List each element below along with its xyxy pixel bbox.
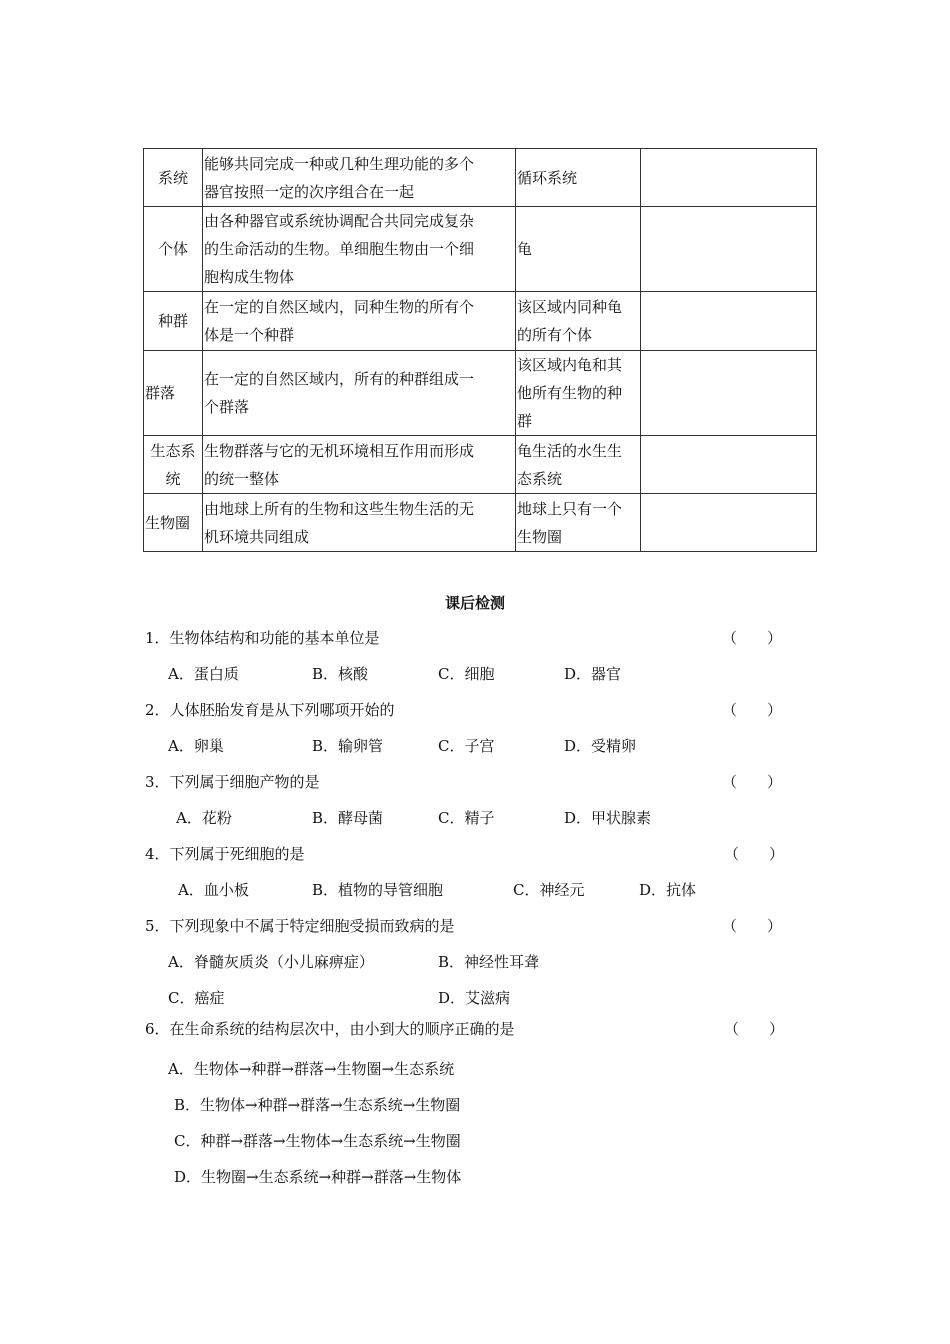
- question-2-option-a: A．卵巢: [168, 737, 224, 755]
- levels-table: [143, 148, 817, 552]
- question-6-stem: 6．在生命系统的结构层次中，由小到大的顺序正确的是: [145, 1020, 515, 1038]
- question-4-answer-blank: （ ）: [724, 845, 785, 863]
- level-cell: 种群: [144, 292, 203, 351]
- definition-cell: 在一定的自然区域内，同种生物的所有个 体是一个种群: [203, 292, 516, 351]
- question-5-answer-blank: （ ）: [722, 917, 783, 935]
- question-3-stem: 3．下列属于细胞产物的是: [145, 773, 320, 791]
- question-5-stem: 5．下列现象中不属于特定细胞受损而致病的是: [145, 917, 455, 935]
- example-cell: 地球上只有一个 生物圈: [516, 494, 641, 552]
- example-cell: 龟生活的水生生 态系统: [516, 436, 641, 494]
- example-cell: 该区域内龟和其 他所有生物的种 群: [516, 351, 641, 436]
- blank-cell: [641, 494, 817, 552]
- definition-cell: 由各种器官或系统协调配合共同完成复杂 的生命活动的生物。单细胞生物由一个细 胞构成生物体: [203, 207, 516, 292]
- question-1-option-a: A．蛋白质: [168, 665, 239, 683]
- question-3-option-b: B．酵母菌: [312, 809, 384, 827]
- definition-cell: 生物群落与它的无机环境相互作用而形成 的统一整体: [203, 436, 516, 494]
- level-cell: 群落: [144, 351, 203, 436]
- question-4-option-d: D．抗体: [639, 881, 697, 899]
- section-title: 课后检测: [444, 594, 505, 612]
- question-2-option-d: D．受精卵: [564, 737, 637, 755]
- question-4-option-b: B．植物的导管细胞: [312, 881, 444, 899]
- example-cell: 循环系统: [516, 149, 641, 207]
- question-2-stem: 2．人体胚胎发育是从下列哪项开始的: [145, 701, 395, 719]
- definition-cell: 由地球上所有的生物和这些生物生活的无 机环境共同组成: [203, 494, 516, 552]
- definition-cell: 能够共同完成一种或几种生理功能的多个 器官按照一定的次序组合在一起: [203, 149, 516, 207]
- question-1-option-d: D．器官: [564, 665, 622, 683]
- level-cell: 生物圈: [144, 494, 203, 552]
- question-4-option-a: A．血小板: [178, 881, 249, 899]
- question-6-option-c: C．种群→群落→生物体→生态系统→生物圈: [174, 1132, 461, 1150]
- question-4-stem: 4．下列属于死细胞的是: [145, 845, 305, 863]
- blank-cell: [641, 149, 817, 207]
- level-cell: 生态系统: [144, 436, 203, 494]
- question-6-option-b: B．生物体→种群→群落→生态系统→生物圈: [174, 1096, 461, 1114]
- question-5-option-c: C．癌症: [168, 989, 225, 1007]
- question-1-answer-blank: （ ）: [722, 629, 783, 647]
- table-row: [144, 351, 817, 436]
- example-cell: 该区域内同种龟 的所有个体: [516, 292, 641, 351]
- example-cell: 龟: [516, 207, 641, 292]
- blank-cell: [641, 207, 817, 292]
- table-row: [144, 494, 817, 552]
- question-3-option-a: A．花粉: [176, 809, 232, 827]
- table-row: [144, 207, 817, 292]
- question-3-option-c: C．精子: [438, 809, 495, 827]
- question-5-option-b: B．神经性耳聋: [438, 953, 540, 971]
- question-3-option-d: D．甲状腺素: [564, 809, 652, 827]
- table-row: [144, 149, 817, 207]
- table-row: [144, 292, 817, 351]
- question-1-option-b: B．核酸: [312, 665, 369, 683]
- blank-cell: [641, 351, 817, 436]
- question-2-option-b: B．输卵管: [312, 737, 384, 755]
- question-1-stem: 1．生物体结构和功能的基本单位是: [145, 629, 380, 647]
- question-6-option-d: D．生物圈→生态系统→种群→群落→生物体: [174, 1168, 462, 1186]
- level-cell: 系统: [144, 149, 203, 207]
- blank-cell: [641, 436, 817, 494]
- table-row: [144, 436, 817, 494]
- question-3-answer-blank: （ ）: [722, 773, 783, 791]
- question-6-answer-blank: （ ）: [724, 1020, 785, 1038]
- question-2-option-c: C．子宫: [438, 737, 495, 755]
- level-cell: 个体: [144, 207, 203, 292]
- question-5-option-d: D．艾滋病: [438, 989, 511, 1007]
- question-5-option-a: A．脊髓灰质炎（小儿麻痹症）: [168, 953, 374, 971]
- definition-cell: 在一定的自然区域内，所有的种群组成一 个群落: [203, 351, 516, 436]
- question-2-answer-blank: （ ）: [722, 701, 783, 719]
- question-6-option-a: A．生物体→种群→群落→生物圈→生态系统: [168, 1060, 455, 1078]
- blank-cell: [641, 292, 817, 351]
- question-4-option-c: C．神经元: [513, 881, 585, 899]
- question-1-option-c: C．细胞: [438, 665, 495, 683]
